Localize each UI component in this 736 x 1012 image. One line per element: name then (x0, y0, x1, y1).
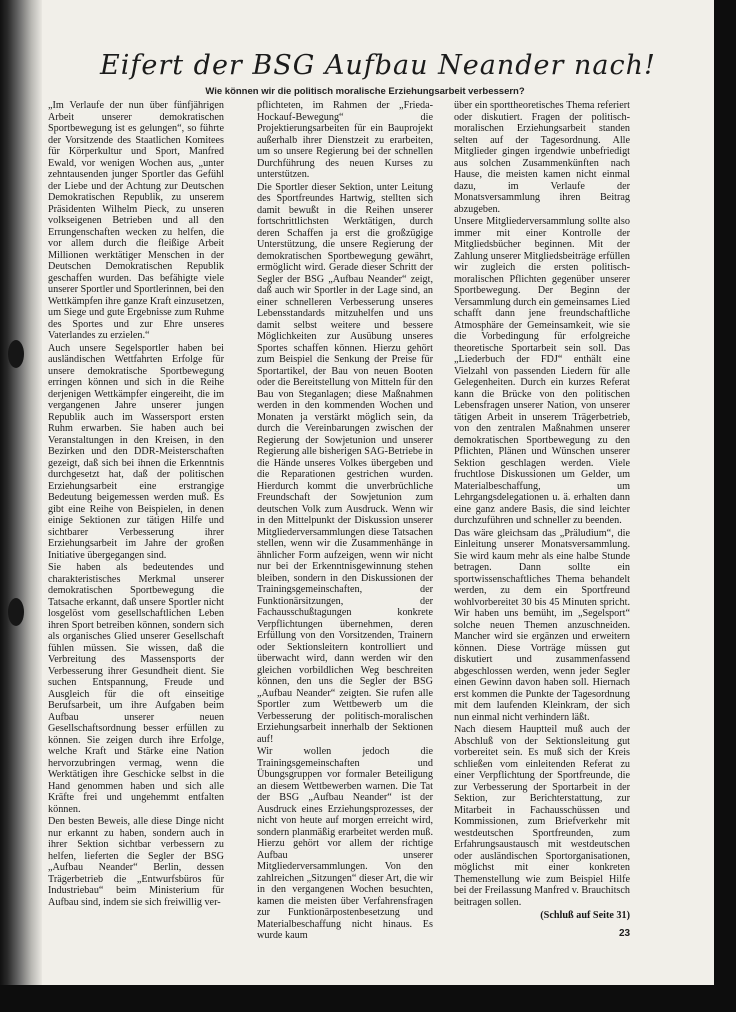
article-subtitle: Wie können wir die politisch moralische Erziehungsarbeit verbessern? (205, 86, 525, 97)
paragraph: Nach diesem Hauptteil muß auch der Abschluß von der Sektionsleitung gut vorbereitet sein. Es muß sich der Kreis schließen vom einleitenden Referat zu einer Verpflichtung der Sportfreunde, die zur Verbesserung der Sportarbeit in der Sektion, zur Berichterstattung, zur Mitarbeit in Fachausschüssen und Kommissionen, zum Briefverkehr mit westdeutschen Sportfreunden, zum Erfahrungsaustausch mit westdeutschen oder ausländischen Sportorganisationen, möglichst mit einer konkreten Themenstellung wie zum Beispiel Hilfe bei der Freilassung Manfred v. Brauchitsch beitragen sollen. (454, 724, 630, 908)
text-column-2 (257, 100, 433, 960)
paragraph: über ein sporttheoretisches Thema referiert oder diskutiert. Fragen der politisch-moralischen Erziehungsarbeit standen selten auf der Tagesordnung. Alle Mitglieder gingen irgendwie unbefriedigt aus solchen Zusammenkünften nach Hause, die meisten kamen nicht einmal dazu, im Verlaufe der Monatsversammlung ihren Beitrag abzugeben. (454, 100, 630, 215)
paragraph: pflichteten, im Rahmen der „Frieda-Hockauf-Bewegung“ die Projektierungsarbeiten für ein Bauprojekt außerhalb ihrer Dienstzeit zu erarbeiten, um so unsere Regierung bei der schnellen Durchführung des neuen Kurses zu unterstützen. (257, 100, 433, 180)
binder-hole (8, 340, 24, 368)
paragraph: Auch unsere Segelsportler haben bei ausländischen Wettfahrten Erfolge für unsere demokratische Sportbewegung erringen können und sich in die Reihe derjenigen Wettkämpfer eingereiht, die im vergangenen Jahre unserer jungen Republik auch im Wassersport ersten Ruhm erwarben. Sie haben auch bei Veranstaltungen in den Kreisen, in den Bezirken und den DDR-Meisterschaften gezeigt, daß sich bei ihnen die Erkenntnis durchgesetzt hat, daß der politischen Erziehungsarbeit eine erstrangige Bedeutung beigemessen werden muß. Es gibt eine Reihe von Beispielen, in denen einige Sektionen zur tätigen Hilfe und sichtbarer Verbesserung ihrer Erziehungsarbeit im Jahre der großen Initiative übergegangen sind. (48, 342, 224, 561)
paragraph: Sie haben als bedeutendes und charakteristisches Merkmal unserer demokratischen Sportbewegung die Tatsache erkannt, daß unsere Sportler nicht losgelöst vom gesellschaftlichen Leben ihren Sport betreiben können, sondern sich als organisches Glied unserer Gesellschaft fühlen müssen. Sie wissen, daß die Verbreitung des Massensports der Verbesserung ihrer Gesundheit dient. Sie suchen Entspannung, Freude und Ausgleich für die oft einseitige Berufsarbeit, um ihre Aufgaben beim Aufbau unserer neuen Gesellschaftsordnung besser erfüllen zu können. Sie zeigen durch ihre Erfolge, welche Kraft und Stärke eine Nation hervorzubringen vermag, wenn die Werktätigen ihre Geschicke selbst in die Hand genommen haben und sich alle Kräfte frei und ungehemmt entfalten können. (48, 562, 224, 815)
page-number: 23 (619, 928, 631, 939)
paragraph: Unsere Mitgliederversammlung sollte also immer mit einer Kontrolle der Mitgliedsbücher beginnen. Mit der Zahlung unserer Mitgliedsbeiträge erfüllen wir zugleich die ersten politisch-moralischen Pflichten gegenüber unserer Sportbewegung. Der Beginn der Versammlung durch ein gemeinsames Lied schafft dann jene freundschaftliche Atmosphäre der Gemeinsamkeit, wie sie die Vorbedingung für erfolgreiche theoretische Sportarbeit sein soll. Das „Liederbuch der FDJ“ enthält eine Vielzahl von passenden Liedern für alle Gelegenheiten. Durch ein kurzes Referat kann die Brücke von den politischen Lebensfragen unserer Nation, von unserer tätigen Arbeit in unserem Trägerbetrieb, von den zentralen Maßnahmen unserer demokratischen Sportbewegung zu den Pflichten, Plänen und Wünschen unserer Sektion geschlagen werden. Viele fruchtlose Diskussionen um Gelder, um Materialbeschaffung, um Lehrgangsdelegationen u. ä. erhalten dann eine ganz andere Basis, die sind leichter durchzuführen und schneller zu beenden. (454, 216, 630, 526)
article-title: Eifert der BSG Aufbau Neander nach! (100, 50, 656, 81)
page-binding-shadow (0, 0, 42, 985)
paragraph: „Im Verlaufe der nun über fünfjährigen Arbeit unserer demokratischen Sportbewegung ist es gelungen“, so führte der Vorsitzende des Staatlichen Komitees für Körperkultur und Sport, Manfred Ewald, vor wenigen Wochen aus, „unter zehntausenden junger Sportler das Gefühl der Liebe und der Achtung zur Deutschen Demokratischen Republik, zu unserem Präsidenten Wilhelm Pieck, zu unseren volkseigenen Betrieben und all den Errungenschaften wecken zu helfen, die vor allem durch die fleißige Arbeit Millionen werktätiger Menschen in der Deutschen Demokratischen Republik geschaffen wurden. Das befähigte viele unserer Sportler und Sportlerinnen, bei den Wettkämpfen ihre ganze Kraft einzusetzen, um Siege und gute Ergebnisse zum Ruhme des Sportes und zur Ehre unseres Vaterlandes zu erzielen.“ (48, 100, 224, 341)
paragraph: Wir wollen jedoch die Trainingsgemeinschaften und Übungsgruppen vor formaler Beteiligung an diesem Wettbewerben warnen. Die Tat der BSG „Aufbau Neander“ ist der Ausdruck eines Erziehungsprozesses, der nicht von heute auf morgen erreicht wird, sondern planmäßig erarbeitet werden muß. Hierzu gehört vor allem der richtige Aufbau unserer Mitgliederversammlungen. Von den zahlreichen „Sitzungen“ dieser Art, die wir in den vergangenen Wochen besuchten, kamen die meisten über Verfahrensfragen zur Funktionärpostenbesetzung und Materialbeschaffung nicht hinaus. Es wurde kaum (257, 746, 433, 941)
text-column-3 (454, 100, 630, 960)
paragraph: Die Sportler dieser Sektion, unter Leitung des Sportfreundes Hartwig, stellten sich damit bewußt in die Reihen unserer fortschrittlichsten Werktätigen, durch deren Schaffen ja erst die großzügige Unterstützung, die unsere Regierung der demokratischen Sportbewegung gewährt, ermöglicht wird. Gerade dieser Schritt der Segler der BSG „Aufbau Neander“ zeigt, daß auch wir Sportler in der Lage sind, an einer schnelleren Verbesserung unseres Lebensstandards mitzuhelfen und uns damit selbst weitere und bessere Möglichkeiten zur Ausübung unseres Sportes schaffen können. Hierzu gehört zum Beispiel die Senkung der Preise für Sportartikel, der Bau von neuen Booten oder die Bereitstellung von Mitteln für den Bau von Steganlagen; diese Maßnahmen werden in den kommenden Wochen und Monaten ja verstärkt möglich sein, da durch die Vereinbarungen zwischen der Regierung der Sowjetunion und unserer Regierung alle bisherigen SAG-Betriebe in die Hände unseres Volkes übergeben und die Reparationen gestrichen wurden. Hierdurch kommt die unverbrüchliche Freundschaft der Sowjetunion zum deutschen Volk zum Ausdruck. Wenn wir in den Mittelpunkt der Diskussion unserer Mitgliederversammlungen diese Tatsachen stellen, wenn wir die Zusammenhänge in ähnlicher Form aufzeigen, wenn wir nicht nur bei der Erkenntnisgewinnung stehen bleiben, sondern in den Diskussionen der Trainingsgemeinschaften, der Funktionärsitzungen, der Fachausschußtagungen konkrete Verpflichtungen übernehmen, deren Erfüllung von den Vorsitzenden, Trainern oder Sektionsleitern kontrolliert und überwacht wird, dann werden wir den gleichen vorbildlichen Weg beschreiten können, den uns die Segler der BSG „Aufbau Neander“ zeigten. Sie rufen alle Sportler zum Wettbewerb um die Verbesserung der politisch-moralischen Erziehungsarbeit innerhalb der Sektionen auf! (257, 181, 433, 745)
binder-hole (8, 598, 24, 626)
text-column-1 (48, 100, 224, 960)
paragraph: Den besten Beweis, alle diese Dinge nicht nur erkannt zu haben, sondern auch in ihrer Sektion sichtbar verbessern zu helfen, lieferten die Segler der BSG „Aufbau Neander“ Berlin, dessen Trägerbetrieb die „Entwurfsbüros für Industriebau“ beim Ministerium für Aufbau sind, indem sie sich freiwillig ver- (48, 816, 224, 908)
continuation-note: (Schluß auf Seite 31) (540, 910, 630, 921)
paragraph: Das wäre gleichsam das „Präludium“, die Einleitung unserer Monatsversammlung. Sie wird kaum mehr als eine halbe Stunde betragen. Dann sollte ein sportwissenschaftliches Thema behandelt werden, zu dem ein Sportfreund wohlvorbereitet 30 bis 45 Minuten spricht. Wir haben uns bemüht, im „Segelsport“ solche neuen Themen anzuschneiden. Mancher wird sie ergänzen und erweitern können. Diese Vorträge müssen gut diskutiert und zusammenfassend abgeschlossen werden, wenn jeder Segler einen Gewinn davon haben soll. Hiernach erst kommen die Punkte der Tagesordnung mit dem laufenden Kleinkram, der sich nun einmal nicht verhindern läßt. (454, 527, 630, 723)
